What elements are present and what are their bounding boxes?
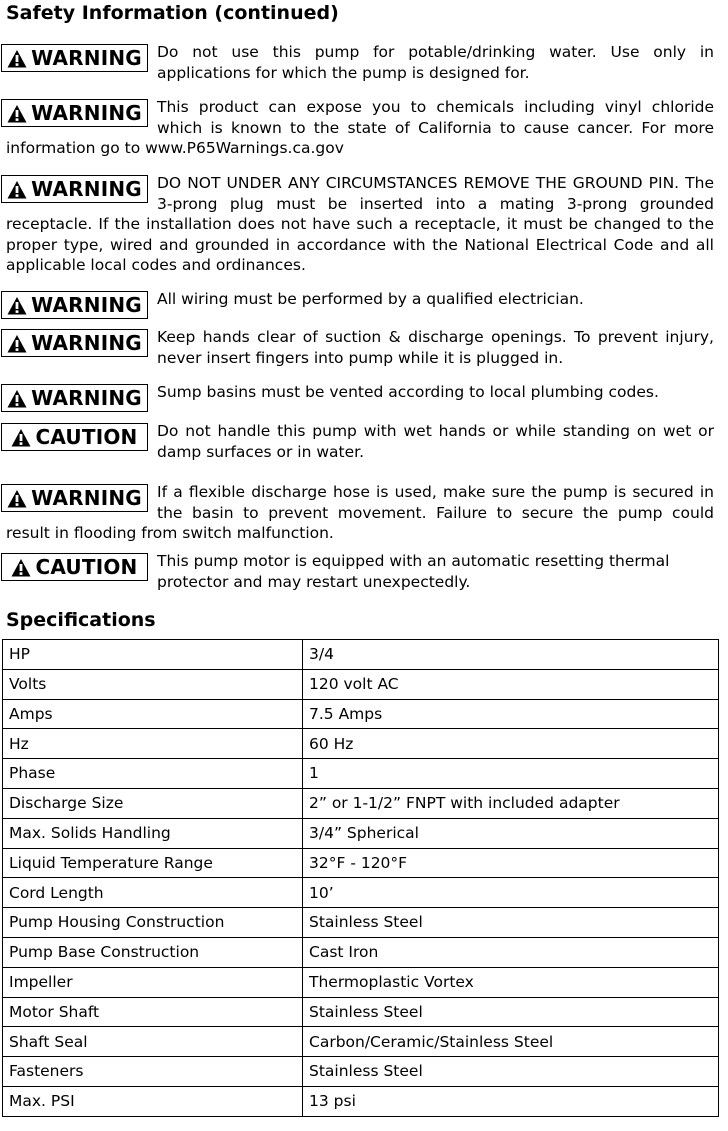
- spec-name: Pump Housing Construction: [3, 908, 303, 938]
- specifications-title: Specifications: [6, 609, 156, 631]
- table-row: [3, 640, 719, 670]
- label-text: WARNING: [31, 176, 142, 201]
- label-text: CAUTION: [35, 554, 138, 579]
- table-row: [3, 908, 719, 938]
- warning-triangle-icon: [7, 489, 31, 508]
- spec-name: Pump Base Construction: [3, 937, 303, 967]
- table-row: [3, 759, 719, 789]
- spec-name: Max. Solids Handling: [3, 818, 303, 848]
- warning-text: This pump motor is equipped with an automatic resetting thermal protector and may restart unexpectedly.: [157, 552, 670, 591]
- table-row: [3, 1027, 719, 1057]
- warning-block: [0, 327, 714, 368]
- spec-value: 2” or 1-1/2” FNPT with included adapter: [303, 788, 719, 818]
- spec-name: Volts: [3, 669, 303, 699]
- warning-triangle-icon: [7, 104, 31, 123]
- spec-value: 120 volt AC: [303, 669, 719, 699]
- spec-value: Stainless Steel: [303, 908, 719, 938]
- table-row: [3, 1086, 719, 1116]
- spec-value: 3/4” Spherical: [303, 818, 719, 848]
- warning-label: [1, 329, 148, 357]
- warning-block: [0, 482, 714, 544]
- warning-block: [0, 382, 714, 414]
- spec-name: Hz: [3, 729, 303, 759]
- label-text: WARNING: [31, 45, 142, 70]
- label-text: WARNING: [31, 485, 142, 510]
- spec-name: Shaft Seal: [3, 1027, 303, 1057]
- table-row: [3, 937, 719, 967]
- spec-value: 3/4: [303, 640, 719, 670]
- warning-block: [0, 289, 714, 321]
- warning-label: [1, 384, 148, 412]
- table-row: [3, 1057, 719, 1087]
- specifications-table: [2, 639, 719, 1117]
- spec-value: Thermoplastic Vortex: [303, 967, 719, 997]
- table-row: [3, 818, 719, 848]
- spec-value: 7.5 Amps: [303, 699, 719, 729]
- warning-block: [0, 551, 714, 592]
- caution-label: [1, 553, 148, 581]
- warning-label: [1, 44, 148, 72]
- caution-label: [1, 423, 148, 451]
- spec-name: Fasteners: [3, 1057, 303, 1087]
- spec-value: Stainless Steel: [303, 997, 719, 1027]
- warning-text: Do not use this pump for potable/drinking water. Use only in applications for which the pump is designed for.: [157, 43, 714, 82]
- table-row: [3, 967, 719, 997]
- spec-value: Stainless Steel: [303, 1057, 719, 1087]
- warning-triangle-icon: [11, 428, 35, 447]
- label-text: CAUTION: [35, 424, 138, 449]
- warning-block: [0, 421, 714, 462]
- table-row: [3, 848, 719, 878]
- warning-block: [0, 97, 714, 159]
- label-text: WARNING: [31, 385, 142, 410]
- spec-name: Amps: [3, 699, 303, 729]
- warning-text: Sump basins must be vented according to local plumbing codes.: [157, 383, 659, 401]
- warning-triangle-icon: [7, 334, 31, 353]
- spec-name: Phase: [3, 759, 303, 789]
- warning-triangle-icon: [7, 49, 31, 68]
- spec-name: Impeller: [3, 967, 303, 997]
- spec-value: Cast Iron: [303, 937, 719, 967]
- spec-value: 60 Hz: [303, 729, 719, 759]
- spec-name: Max. PSI: [3, 1086, 303, 1116]
- table-row: [3, 699, 719, 729]
- warning-text: If a flexible discharge hose is used, make sure the pump is secured in the basin to prevent movement. Failure to secure the pump could result in flooding from switch malfunction.: [6, 483, 714, 542]
- table-row: [3, 669, 719, 699]
- warning-label: [1, 99, 148, 127]
- warning-text: All wiring must be performed by a qualified electrician.: [157, 290, 584, 308]
- warning-label: [1, 175, 148, 203]
- warning-text: Do not handle this pump with wet hands or while standing on wet or damp surfaces or in water.: [157, 422, 714, 461]
- table-row: [3, 878, 719, 908]
- warning-triangle-icon: [11, 558, 35, 577]
- spec-value: Carbon/Ceramic/Stainless Steel: [303, 1027, 719, 1057]
- table-row: [3, 997, 719, 1027]
- spec-value: 32°F - 120°F: [303, 848, 719, 878]
- warning-label: [1, 291, 148, 319]
- label-text: WARNING: [31, 100, 142, 125]
- warning-text: Keep hands clear of suction & discharge openings. To prevent injury, never insert fingers into pump while it is plugged in.: [157, 328, 714, 367]
- warning-label: [1, 484, 148, 512]
- spec-name: HP: [3, 640, 303, 670]
- warning-triangle-icon: [7, 180, 31, 199]
- spec-value: 13 psi: [303, 1086, 719, 1116]
- spec-name: Discharge Size: [3, 788, 303, 818]
- spec-name: Motor Shaft: [3, 997, 303, 1027]
- warning-block: [0, 173, 714, 276]
- spec-name: Cord Length: [3, 878, 303, 908]
- warning-triangle-icon: [7, 296, 31, 315]
- spec-value: 1: [303, 759, 719, 789]
- warning-block: [0, 42, 714, 83]
- table-row: [3, 729, 719, 759]
- spec-value: 10’: [303, 878, 719, 908]
- spec-name: Liquid Temperature Range: [3, 848, 303, 878]
- warning-triangle-icon: [7, 389, 31, 408]
- table-row: [3, 788, 719, 818]
- warning-text: DO NOT UNDER ANY CIRCUMSTANCES REMOVE THE GROUND PIN. The 3-prong plug must be inserted into a mating 3-prong grounded receptacle. If the installation does not have such a receptacle, it must be changed to the proper type, wired and grounded in accordance with the National Electrical Code and all applicable local codes and ordinances.: [6, 174, 714, 274]
- safety-section-title: Safety Information (continued): [6, 2, 339, 24]
- warning-text: This product can expose you to chemicals including vinyl chloride which is known to the state of California to cause cancer. For more information go to www.P65Warnings.ca.gov: [6, 98, 714, 157]
- label-text: WARNING: [31, 292, 142, 317]
- label-text: WARNING: [31, 330, 142, 355]
